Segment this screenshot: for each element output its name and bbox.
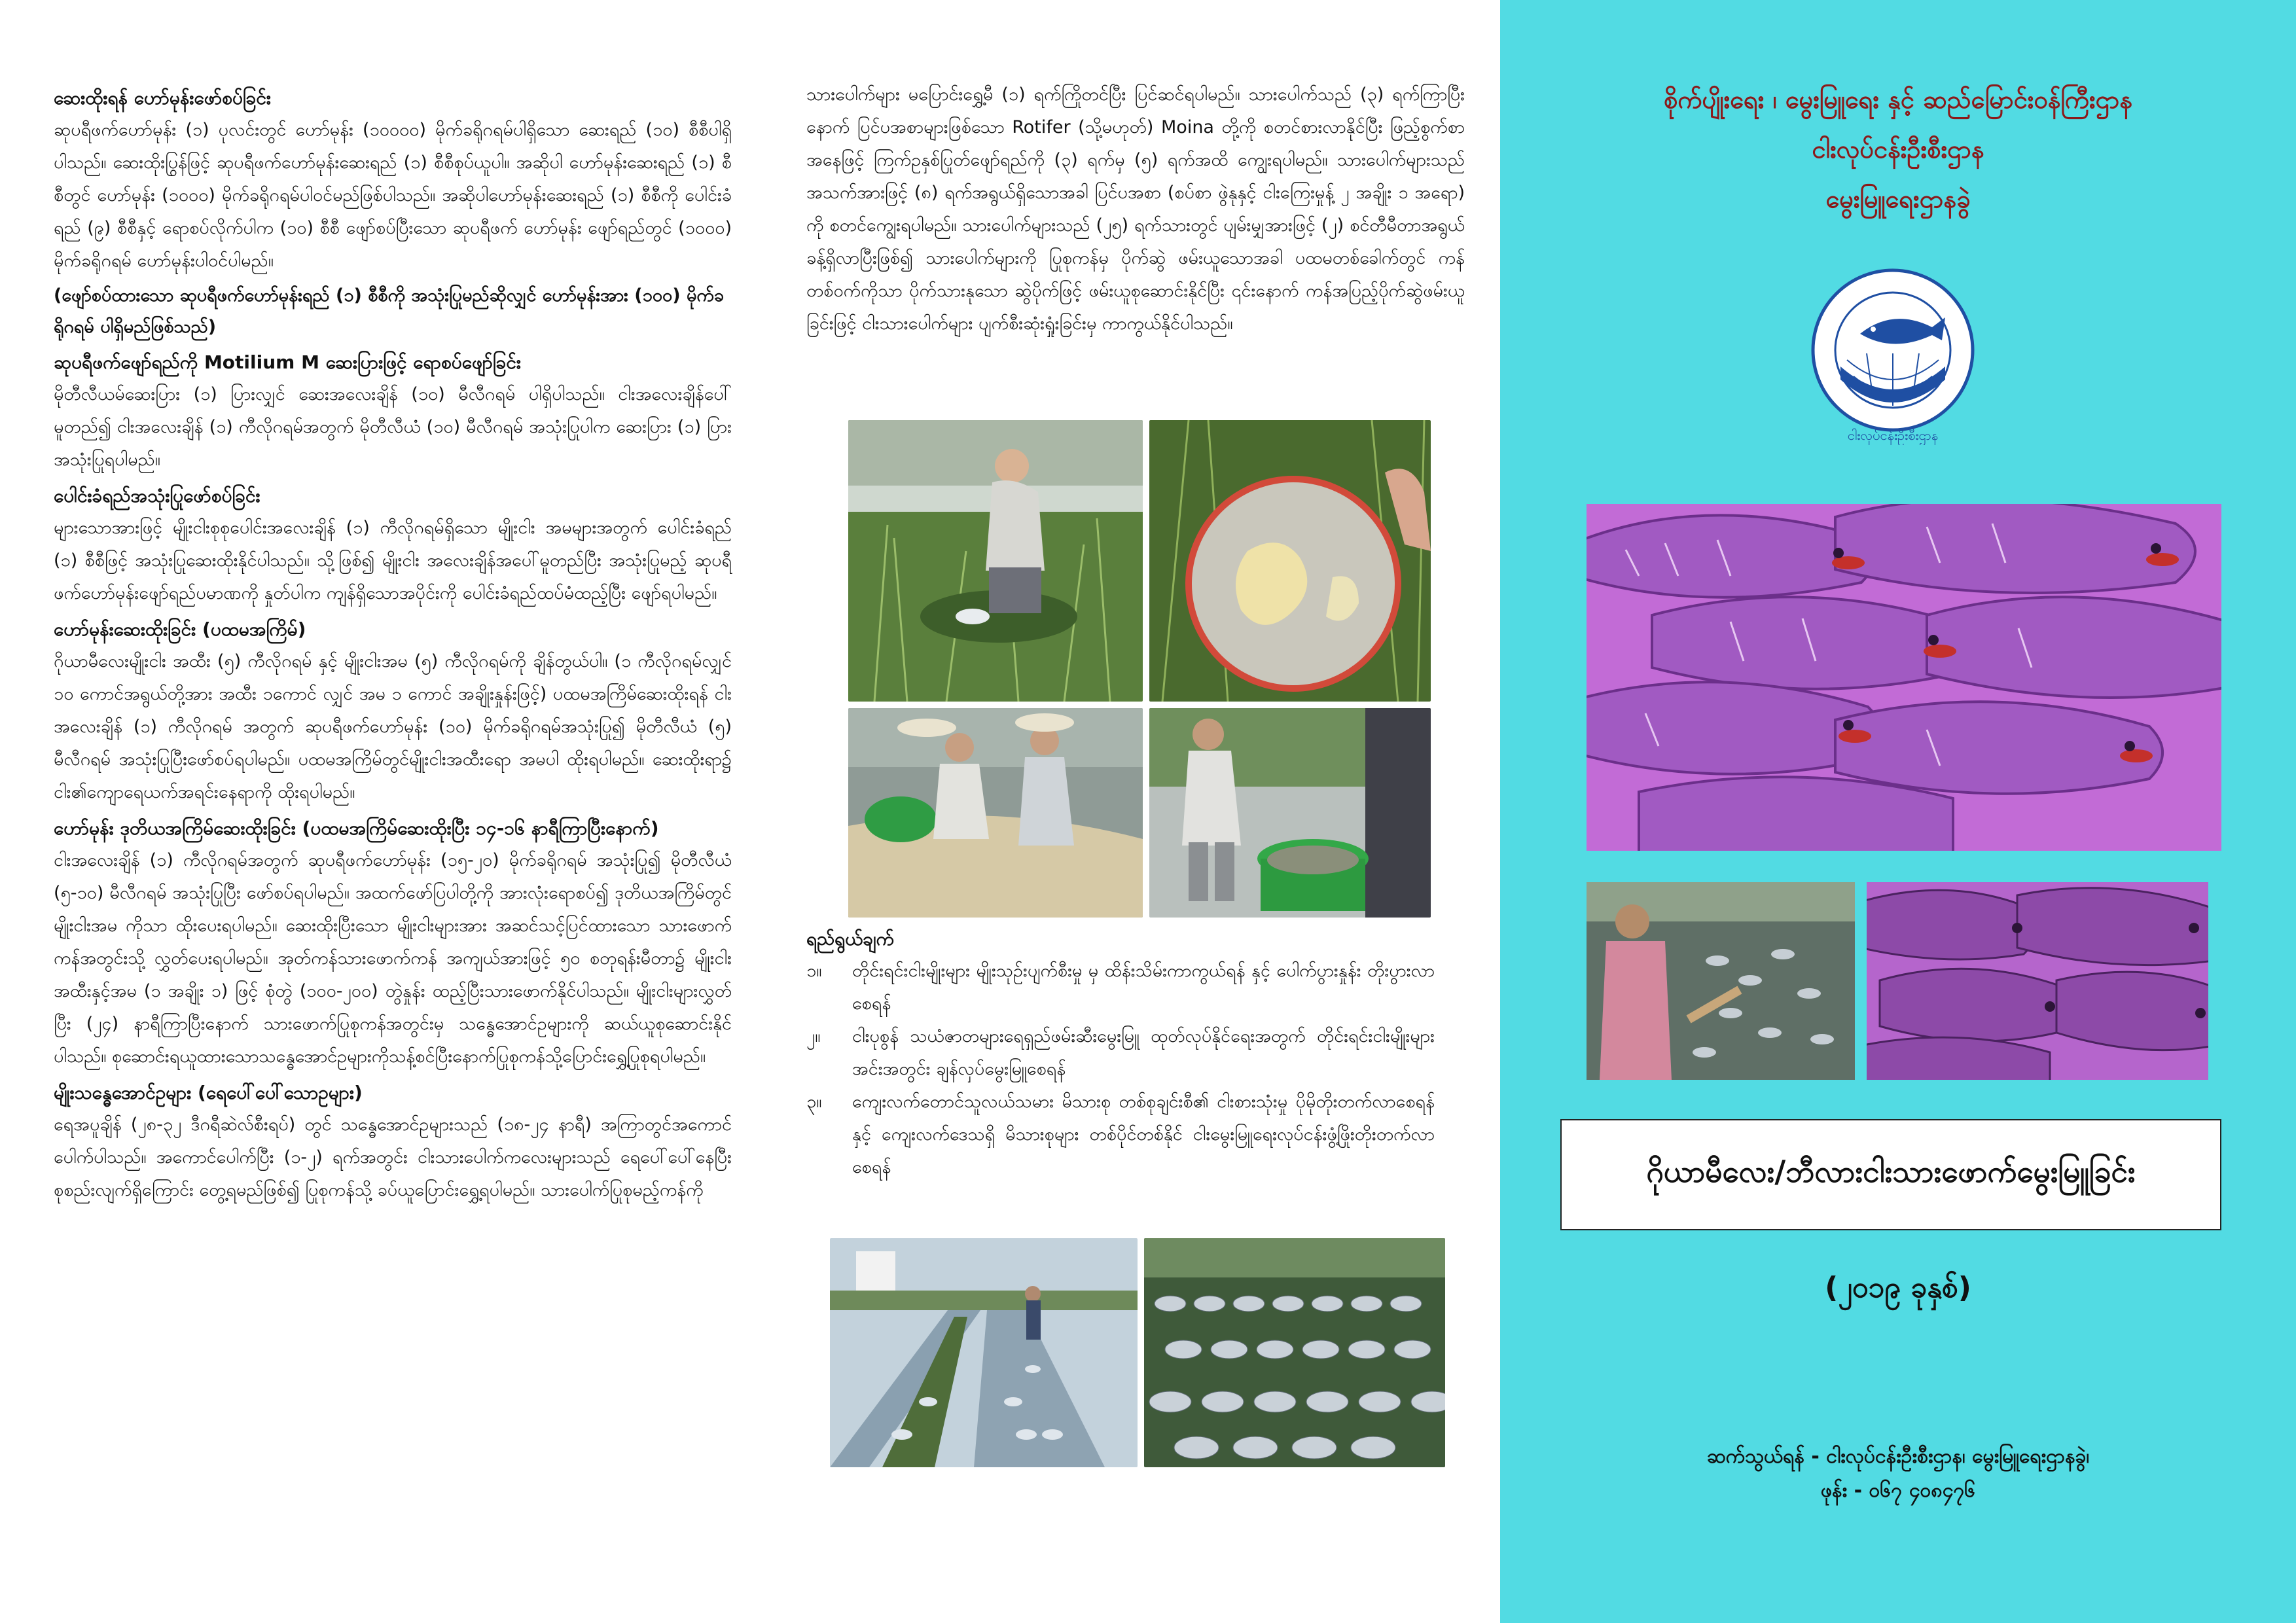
left-panel	[0, 0, 770, 1623]
brochure-title: ဂိုယာမီလေး/ဘီလားငါးသားဖောက်မွေးမြူခြင်း	[1560, 1119, 2221, 1230]
photo-pond-worker	[848, 420, 1143, 702]
body-paragraph: မိုတီလီယမ်ဆေးပြား (၁) ပြားလျှင် ဆေးအလေးချိန် (၁၀) မီလီဂရမ် ပါရှိပါသည်။ ငါးအလေးချိန်ပေါ်မူတည်၍ ငါးအလေးချိန် (၁) ကီလိုဂရမ်အတွက် မိုတီလီယံ (၁၀) မီလီဂရမ် အသုံးပြုပါက ဆေးပြား (၁) ပြားအသုံးပြုရပါမည်။	[54, 384, 732, 470]
photo-green-basin	[1149, 708, 1431, 918]
objective-number: ၃။	[806, 1092, 822, 1112]
section-heading: ဟော်မုန်းဆေးထိုးခြင်း (ပထမအကြိမ်)	[54, 618, 306, 640]
photo-egg-net	[1149, 420, 1431, 702]
cover-photo-gourami	[1587, 504, 2296, 851]
department-title: ငါးလုပ်ငန်းဦးစီးဌာန	[1812, 135, 1984, 164]
objective-item	[806, 1020, 1435, 1086]
contact-address: ဆက်သွယ်ရန် - ငါးလုပ်ငန်းဦးစီးဌာန၊ မွေးမြူရေးဌာနခွဲ၊	[1706, 1445, 2090, 1468]
section-heading: ဆေးထိုးရန် ဟော်မုန်းဖော်စပ်ခြင်း	[54, 87, 272, 109]
objective-text: ငါးပုစွန် သယံဇာတများရေရှည်ဖမ်းဆီးမွေးမြူ ထုတ်လုပ်နိုင်ရေးအတွက် တိုင်းရင်းငါးမျိုးများ အင်းအတွင်း ချန်လှပ်မွေးမြူစေရန်	[852, 1026, 1435, 1079]
contact-info	[1500, 1440, 2296, 1508]
drying-photo-grid	[830, 1238, 1445, 1467]
cover-photo-dried-fish	[1867, 882, 2296, 1080]
contact-phone: ဖုန်း - ၀၆၇ ၄၀၈၄၇၆	[1820, 1479, 1976, 1502]
ministry-title: စိုက်ပျိုးရေး ၊ မွေးမြူရေး နှင့် ဆည်မြောင်းဝန်ကြီးဌာန	[1663, 85, 2133, 114]
objective-text: တိုင်းရင်းငါးမျိုးများ မျိုးသုဉ်းပျက်စီးမှု မှ ထိန်းသိမ်းကာကွယ်ရန် နှင့် ပေါက်ပွားနှုန်း တိုးပွားလာစေရန်	[852, 961, 1435, 1014]
publication-year: (၂၀၁၉ ခုနှစ်)	[1825, 1271, 1971, 1304]
division-title: မွေးမြူရေးဌာနခွဲ	[1825, 185, 1971, 213]
objectives-heading: ရည်ရွယ်ချက်	[806, 928, 894, 950]
objective-text: ကျေးလက်တောင်သူလယ်သမား မိသားစု တစ်စုချင်းစီ၏ ငါးစားသုံးမှု ပိုမိုတိုးတက်လာစေရန်နှင့် ကျေးလက်ဒေသရှိ မိသားစုများ တစ်ပိုင်တစ်နိုင် ငါးမွေးမြူရေးလုပ်ငန်းဖွံ့ဖြိုးတိုးတက်လာစေရန်	[852, 1092, 1435, 1177]
photo-dried-fish-rack	[1144, 1238, 1445, 1467]
section-heading: ပေါင်းခံရည်အသုံးပြုဖော်စပ်ခြင်း	[54, 485, 260, 507]
body-paragraph: ဂိုယာမီလေးမျိုးငါး အထီး (၅) ကီလိုဂရမ် နှင့် မျိုးငါးအမ (၅) ကီလိုဂရမ်ကို ချိန်တွယ်ပါ။ (၁ ကီလိုဂရမ်လျှင် ၁၀ ကောင်အရွယ်တို့အား အထီး ၁ကောင် လျှင် အမ ၁ ကောင် အချိုးနှုန်းဖြင့်) ပထမအကြိမ်ဆေးထိုးရန် ငါးအလေးချိန် (၁) ကီလိုဂရမ် အတွက် ဆုပရီဖက်ဟော်မုန်း (၁၀) မိုက်ခရိုဂရမ်အသုံးပြု၍ မိုတီလီယံ (၅) မီလီဂရမ် အသုံးပြုပြီးဖော်စပ်ရပါမည်။ ပထမအကြိမ်တွင်မျိုးငါးအထီးရော အမပါ ထိုးရပါမည်။ ဆေးထိုးရာ၌ ငါး၏ကျောရေယက်အရင်းနေရာကို ထိုးရပါမည်။	[54, 651, 732, 802]
objective-item	[806, 1086, 1435, 1184]
hatchery-photo-grid	[848, 420, 1431, 918]
middle-paragraph: သားပေါက်များ မပြောင်းရွှေ့မီ (၁) ရက်ကြိုတင်ပြီး ပြင်ဆင်ရပါမည်။ သားပေါက်သည် (၃) ရက်ကြာပြီးနောက် ပြင်ပအစာများဖြစ်သော Rotifer (သို့မဟုတ်) Moina တို့ကို စတင်စားလာနိုင်ပြီး ဖြည့်စွက်စာအနေဖြင့် ကြက်ဥနှစ်ပြုတ်ဖျော်ရည်ကို (၃) ရက်မှ (၅) ရက်အထိ ကျွေးရပါမည်။ သားပေါက်များသည် အသက်အားဖြင့် (၈) ရက်အရွယ်ရှိသောအခါ ပြင်ပအစာ (စပ်စာ ဖွဲနုနှင့် ငါးကြေးမှုန့် ၂ အချိုး ၁ အရော) ကို စတင်ကျွေးရပါမည်။ သားပေါက်များသည် (၂၅) ရက်သားတွင် ပျမ်းမျှအားဖြင့် (၂) စင်တီမီတာအရွယ်ခန့်ရှိလာပြီးဖြစ်၍ သားပေါက်များကို ပြုစုကန်မှ ပိုက်ဆွဲ ဖမ်းယူသောအခါ ပထမတစ်ခေါက်တွင် ကန်တစ်ဝက်ကိုသာ ပိုက်သားနုသော ဆွဲပိုက်ဖြင့် ဖမ်းယူစုဆောင်းနိုင်ပြီး ၎င်းနောက် ကန်အပြည့်ပိုက်ဆွဲဖမ်းယူခြင်းဖြင့် ငါးသားပေါက်များ ပျက်စီးဆုံးရှုံးခြင်းမှ ကာကွယ်နိုင်ပါသည်။	[806, 84, 1465, 334]
department-logo	[1808, 262, 1978, 445]
cover-photo-fry-harvest	[1587, 882, 1855, 1080]
section-heading: ဟော်မုန်း ဒုတိယအကြိမ်ဆေးထိုးခြင်း (ပထမအကြိမ်ဆေးထိုးပြီး ၁၄-၁၆ နာရီကြာပြီးနောက်)	[54, 817, 659, 839]
body-paragraph: ဆုပရီဖက်ဟော်မုန်း (၁) ပုလင်းတွင် ဟော်မုန်း (၁၀၀၀၀) မိုက်ခရိုဂရမ်ပါရှိသော ဆေးရည် (၁၀) စီစီပါရှိပါသည်။ ဆေးထိုးပြွန်ဖြင့် ဆုပရီဖက်ဟော်မုန်းဆေးရည် (၁) စီစီစုပ်ယူပါ။ အဆိုပါ ဟော်မုန်းဆေးရည် (၁) စီစီတွင် ဟော်မုန်း (၁၀၀၀) မိုက်ခရိုဂရမ်ပါဝင်မည်ဖြစ်ပါသည်။ အဆိုပါဟော်မုန်းဆေးရည် (၁) စီစီကို ပေါင်းခံရည် (၉) စီစီနှင့် ရောစပ်လိုက်ပါက (၁၀) စီစီ ဖျော်စပ်ပြီးသော ဆုပရီဖက် ဟော်မုန်း ဖျော်ရည်တွင် (၁၀၀၀) မိုက်ခရိုဂရမ် ဟော်မုန်းပါဝင်ပါမည်။	[54, 120, 732, 271]
photo-fish-drying-rows	[830, 1238, 1138, 1467]
logo-text: ငါးလုပ်ငန်းဦးစီးဌာန	[1847, 427, 1939, 443]
objective-item	[806, 955, 1435, 1020]
body-paragraph: များသောအားဖြင့် မျိုးငါးစုစုပေါင်းအလေးချိန် (၁) ကီလိုဂရမ်ရှိသော မျိုးငါး အမများအတွက် ပေါင်းခံရည် (၁) စီစီဖြင့် အသုံးပြုဆေးထိုးနိုင်ပါသည်။ သို့ဖြစ်၍ မျိုးငါး အလေးချိန်အပေါ်မူတည်ပြီး အသုံးပြုမည့် ဆုပရီဖက်ဟော်မုန်းဖျော်ရည်ပမာဏကို နှုတ်ပါက ကျန်ရှိသောအပိုင်းကို ပေါင်းခံရည်ထပ်မံထည့်ပြီး ဖျော်ရပါမည်။	[54, 518, 732, 603]
objectives-section	[806, 919, 1435, 1184]
body-paragraph: ငါးအလေးချိန် (၁) ကီလိုဂရမ်အတွက် ဆုပရီဖက်ဟော်မုန်း (၁၅-၂၀) မိုက်ခရိုဂရမ် အသုံးပြု၍ မိုတီလီယံ (၅-၁၀) မီလီဂရမ် အသုံးပြုပြီး ဖော်စပ်ရပါမည်။ အထက်ဖော်ပြပါတို့ကို အားလုံးရောစပ်၍ ဒုတိယအကြိမ်တွင် မျိုးငါးအမ ကိုသာ ထိုးပေးရပါမည်။ ဆေးထိုးပြီးသော မျိုးငါးများအား အဆင်သင့်ပြင်ထားသော သားဖောက်ကန်အတွင်းသို့ လွှတ်ပေးရပါမည်။ အုတ်ကန်သားဖောက်ကန် အကျယ်အားဖြင့် ၅၀ စတုရန်းမီတာ၌ မျိုးငါးအထီးနှင့်အမ (၁ အချိုး ၁) ဖြင့် စုံတွဲ (၁၀၀-၂၀၀) တွဲနှုန်း ထည့်ပြီးသားဖောက်နိုင်ပါသည်။ မျိုးငါးများလွှတ်ပြီး (၂၄) နာရီကြာပြီးနောက် သားဖောက်ပြုစုကန်အတွင်းမှ သန္ဓေအောင်ဥများကို ဆယ်ယူစုဆောင်းနိုင်ပါသည်။ စုဆောင်းရယူထားသောသန္ဓေအောင်ဥများကိုသန့်စင်ပြီးနောက်ပြုစုကန်သို့ပြောင်းရွှေ့ပြုစုရပါမည်။	[54, 850, 732, 1067]
note-text: (ဖျော်စပ်ထားသော ဆုပရီဖက်ဟော်မုန်းရည် (၁) စီစီကို အသုံးပြုမည်ဆိုလျှင် ဟော်မုန်းအား (၁၀၀) မိုက်ခရိုဂရမ် ပါရှိမည်ဖြစ်သည်)	[54, 285, 724, 337]
section-heading: ဆုပရီဖက်ဖျော်ရည်ကို Motilium M ဆေးပြားဖြင့် ရောစပ်ဖျော်ခြင်း	[54, 351, 521, 373]
section-heading: မျိုးသန္ဓေအောင်ဥများ (ရေပေါ်ပေါ်သောဥများ)	[54, 1082, 363, 1103]
objectives-list	[806, 955, 1435, 1184]
photo-netting-fry	[848, 708, 1143, 918]
cover-panel	[1500, 0, 2296, 1623]
objective-number: ၂။	[806, 1026, 821, 1046]
objective-number: ၁။	[806, 961, 822, 981]
body-paragraph: ရေအပူချိန် (၂၈-၃၂ ဒီဂရီဆဲလ်စီးရပ်) တွင် သန္ဓေအောင်ဥများသည် (၁၈-၂၄ နာရီ) အကြာတွင်အကောင်ပေါက်ပါသည်။ အကောင်ပေါက်ပြီး (၁-၂) ရက်အတွင်း ငါးသားပေါက်ကလေးများသည် ရေပေါ်ပေါ်နေပြီး စုစည်းလျက်ရှိကြောင်း တွေ့ရမည်ဖြစ်၍ ပြုစုကန်သို့ ခပ်ယူပြောင်းရွှေ့ရပါမည်။ သားပေါက်ပြုစုမည့်ကန်ကို	[54, 1115, 732, 1200]
